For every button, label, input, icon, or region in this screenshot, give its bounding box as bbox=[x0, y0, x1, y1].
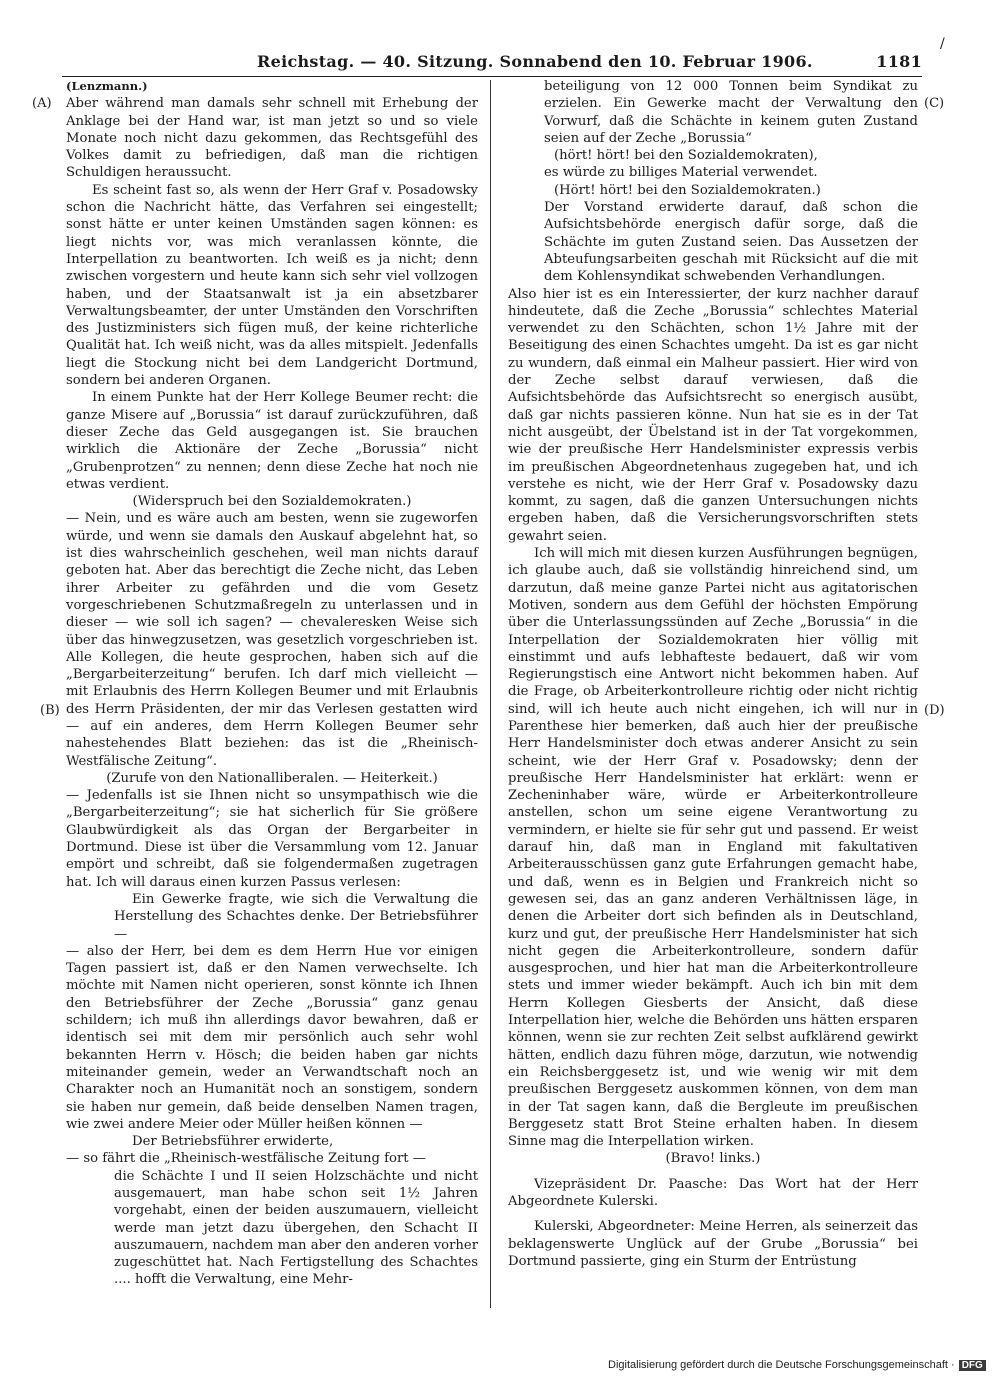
paragraph: Ich will mich mit diesen kurzen Ausführungen begnügen, ich glaube auch, daß sie vollständig hinreichend sind, um darzutun, daß meine ganze Partei nicht aus agitatorischen Motiven, sondern aus dem Gefühl der höchsten Empörung über die Unterlassungssünden auf Zeche „Borussia“ in die Interpellation der Sozialdemokraten hier völlig mit einstimmt und aufs lebhafteste bedauert, daß wir vom Regierungstisch eine Antwort nicht bekommen haben. Auf die Frage, ob Arbeiterkontrolleure richtig oder nicht richtig sind, will ich heute auch nicht eingehen, ich will nur in Parenthese hier bemerken, daß auch hier der preußische Herr Handelsminister doch etwas anderer Ansicht zu sein scheint, wie der Herr Graf v. Posadowsky; denn der preußische Herr Handelsminister hat erklärt: wenn er Zecheninhaber wäre, würde er Arbeiterkontrolleure anstellen, schon um seine eigene Verantwortung zu vermindern, er hielte sie für sehr gut und passend. Er weist darauf hin, daß man in England mit fakultativen Arbeiterausschüssen ganz gute Erfahrungen gemacht habe, und daß, wenn es in Belgien und Frankreich nicht so gewesen sei, das an ganz anderen Verhältnissen läge, in denen die Arbeiter dort sich befinden als in Deutschland, kurz und gut, der preußische Herr Handelsminister hat sich nicht gegen die Arbeiterkontrolleure, sondern dafür ausgesprochen, und hier hat man die Arbeiterkontrolleure stets und immer wieder bekämpft. Auch ich bin mit dem Herrn Kollegen Giesberts der Ansicht, daß diese Interpellation hier, welche die Behörden uns hätten ersparen können, wenn sie zur rechten Zeit selbst aufklärend gewirkt hätten, endlich dazu führen möge, darzutun, wie notwendig ein Reichsberggesetz ist, und wie wenig wir mit dem preußischen Berggesetz auskommen können, von dem man in der Tat sagen kann, daß die Bergleute im preußischen Berggesetz statt Brot Steine erhalten haben. In diesem Sinne mag die Interpellation wirken. bbox=[508, 546, 918, 1150]
right-column bbox=[508, 78, 918, 1270]
interjection: (hört! hört! bei den Sozialdemokraten), bbox=[554, 148, 818, 164]
margin-label-b: (B) bbox=[40, 703, 60, 718]
paragraph: — Jedenfalls ist sie Ihnen nicht so unsympathisch wie die „Bergarbeiterzeitung“; sie hat sicherlich für Sie größere Glaubwürdigkeit als das Organ der Bergarbeiter in Dortmund. Diese ist über die Versammlung vom 12. Januar empört und schreibt, daß sie folgendermaßen zugetragen hat. Ich will daraus einen kurzen Passus verlesen: bbox=[66, 788, 478, 890]
quotation: es würde zu billiges Material verwendet. bbox=[544, 165, 818, 181]
interjection: (Hört! hört! bei den Sozialdemokraten.) bbox=[554, 182, 821, 198]
paragraph: — so fährt die „Rheinisch-westfälische Zeitung fort — bbox=[66, 1151, 426, 1167]
paragraph: Kulerski, Abgeordneter: Meine Herren, als seinerzeit das beklagenswerte Unglück auf der Grube „Borussia“ bei Dortmund passierte, ging ein Sturm der Entrüstung bbox=[508, 1219, 918, 1269]
paragraph: Vizepräsident Dr. Paasche: Das Wort hat der Herr Abgeordnete Kulerski. bbox=[508, 1176, 918, 1209]
running-title: Reichstag. — 40. Sitzung. Sonnabend den 10. Februar 1906. bbox=[257, 52, 813, 71]
page-header bbox=[62, 52, 922, 76]
footer-credit bbox=[608, 1359, 983, 1377]
header-rule bbox=[62, 76, 922, 77]
paragraph: — also der Herr, bei dem es dem Herrn Hue vor einigen Tagen passiert ist, daß er den Namen verwechselte. Ich möchte mit Namen nicht operieren, sonst könnte ich Ihnen den Betriebsführer der Zeche „Borussia“ ganz genau schildern; ich muß ihn allerdings davor bewahren, daß er identisch sei mit dem mir persönlich auch sehr wohl bekannten Herrn v. Hösch; die beiden haben gar nichts miteinander gemein, weder an Verwandtschaft noch an Charakter noch an Humanität noch an sonstigem, sondern sie haben nur gemein, daß beide denselben Namen tragen, wie zwei andere Meier oder Müller heißen können — bbox=[66, 943, 478, 1132]
footer-text: Digitalisierung gefördert durch die Deutsche Forschungsgemeinschaft · bbox=[608, 1359, 955, 1371]
left-column bbox=[66, 78, 478, 1289]
speaker-running-head: (Lenzmann.) bbox=[66, 79, 148, 93]
paragraph: Also hier ist es ein Interessierter, der kurz nachher darauf hindeutete, daß die Zeche „Borussia“ schlechtes Material verwendet zu den Schächten, schon 1½ Jahre mit der Beseitigung des einen Schachtes umgeht. Da ist es gar nicht zu wundern, daß einmal ein Malheur passiert. Hier wird von der Zeche selbst darauf verwiesen, daß die Aufsichtsbehörde das Aufsichtsrecht so energisch ausübt, daß gar nichts passieren könne. Nun hat sie es in der Tat nicht ausgeübt, der Übelstand ist in der Tat vorgekommen, wie der preußische Herr Handelsminister expressis verbis im preußischen Abgeordnetenhaus zugegeben hat, und ich verstehe es nicht, wie der Herr Graf v. Posadowsky dazu kommt, zu sagen, daß die ganzen Untersuchungen nichts ergeben haben, daß die Versicherungsvorschriften stets gewahrt seien. bbox=[508, 286, 918, 544]
margin-label-a: (A) bbox=[32, 96, 52, 111]
interjection: (Widerspruch bei den Sozialdemokraten.) bbox=[132, 494, 412, 510]
paragraph: Aber während man damals sehr schnell mit Erhebung der Anklage bei der Hand war, ist man jetzt so und so viele Monate noch nicht dazu gekommen, das Rechtsgefühl des Volkes damit zu befriedigen, daß man die richtigen Schuldigen heraussucht. bbox=[66, 96, 478, 181]
dfg-logo: DFG bbox=[959, 1360, 986, 1371]
corner-mark: / bbox=[940, 36, 945, 52]
quotation: Der Vorstand erwiderte darauf, daß schon die Aufsichtsbehörde energisch dafür sorge, daß die Schächte im guten Zustand seien. Das Aussetzen der Abteufungsarbeiten geschah mit Rücksicht auf die mit dem Kohlensyndikat schwebenden Verhandlungen. bbox=[544, 200, 918, 285]
paragraph: Es scheint fast so, als wenn der Herr Graf v. Posadowsky schon die Nachricht hätte, das Verfahren sei eingestellt; sonst hätte er unter keinen Umständen sagen können: es liegt nichts vor, was mich veranlassen könnte, die Interpellation zu beantworten. Ich weiß es ja nicht; denn zwischen vorgestern und heute kann sich sehr viel vollzogen haben, und der Staatsanwalt ist ja ein absetzbarer Verwaltungsbeamter, der unter Umständen den Vorschriften des Justizministers sich fügen muß, der keine richterliche Qualität hat. Ich weiß nicht, was da alles mitspielt. Jedenfalls liegt die Stockung nicht bei dem Landgericht Dortmund, sondern bei anderen Organen. bbox=[66, 182, 478, 389]
column-divider bbox=[490, 80, 491, 1308]
paragraph: — Nein, und es wäre auch am besten, wenn sie zugeworfen würde, und wenn sie damals den Auskauf abgelehnt hat, so ist dies wahrscheinlich geschehen, weil man nichts darauf geboten hat. Aber das berechtigt die Zeche nicht, das Leben ihrer Arbeiter zu gefährden und die vom Gesetz vorgeschriebenen Schutzmaßregeln zu unterlassen und in dieser — wie soll ich sagen? — chevaleresken Weise sich über das hinwegzusetzen, was gesetzlich vorgeschrieben ist. Alle Kollegen, die heute gesprochen, haben sich auf die „Bergarbeiterzeitung“ berufen. Ich darf mich vielleicht — mit Erlaubnis des Herrn Kollegen Beumer und mit Erlaubnis des Herrn Präsidenten, der mir das Verlesen gestatten wird — auf ein anderes, dem Herrn Kollegen Beumer sehr nahestehendes Blatt beziehen: das ist die „Rheinisch-Westfälische Zeitung“. bbox=[66, 511, 478, 769]
quotation: beteiligung von 12 000 Tonnen beim Syndikat zu erzielen. Ein Gewerke macht der Verwaltung den Vorwurf, daß die Schächte in keinem guten Zustand seien auf der Zeche „Borussia“ bbox=[544, 79, 918, 146]
quotation: Der Betriebsführer erwiderte, bbox=[132, 1134, 334, 1150]
quotation: Ein Gewerke fragte, wie sich die Verwaltung die Herstellung des Schachtes denke. Der Betriebsführer — bbox=[114, 891, 478, 942]
quotation: die Schächte I und II seien Holzschächte und nicht ausgemauert, man habe schon seit 1½ Jahren vorgehabt, einen der beiden auszumauern, vielleicht werde man jetzt dazu übergehen, den Schacht II auszumauern, nachdem man aber den anderen vorher zugeschüttet hat. Nach Fertigstellung des Schachtes .... hofft die Verwaltung, eine Mehr- bbox=[114, 1168, 478, 1288]
margin-label-c: (C) bbox=[924, 96, 945, 111]
interjection: (Bravo! links.) bbox=[665, 1151, 761, 1167]
page-number: 1181 bbox=[876, 52, 922, 71]
margin-label-d: (D) bbox=[924, 703, 945, 718]
paragraph: In einem Punkte hat der Herr Kollege Beumer recht: die ganze Misere auf „Borussia“ ist darauf zurückzuführen, daß dieser Zeche das Geld ausgegangen ist. Sie brauchen wirklich die Aktionäre der Zeche „Borussia“ nicht „Grubenprotzen“ zu nennen; denn diese Zeche hat noch nie etwas verdient. bbox=[66, 390, 478, 492]
interjection: (Zurufe von den Nationalliberalen. — Heiterkeit.) bbox=[106, 770, 438, 786]
